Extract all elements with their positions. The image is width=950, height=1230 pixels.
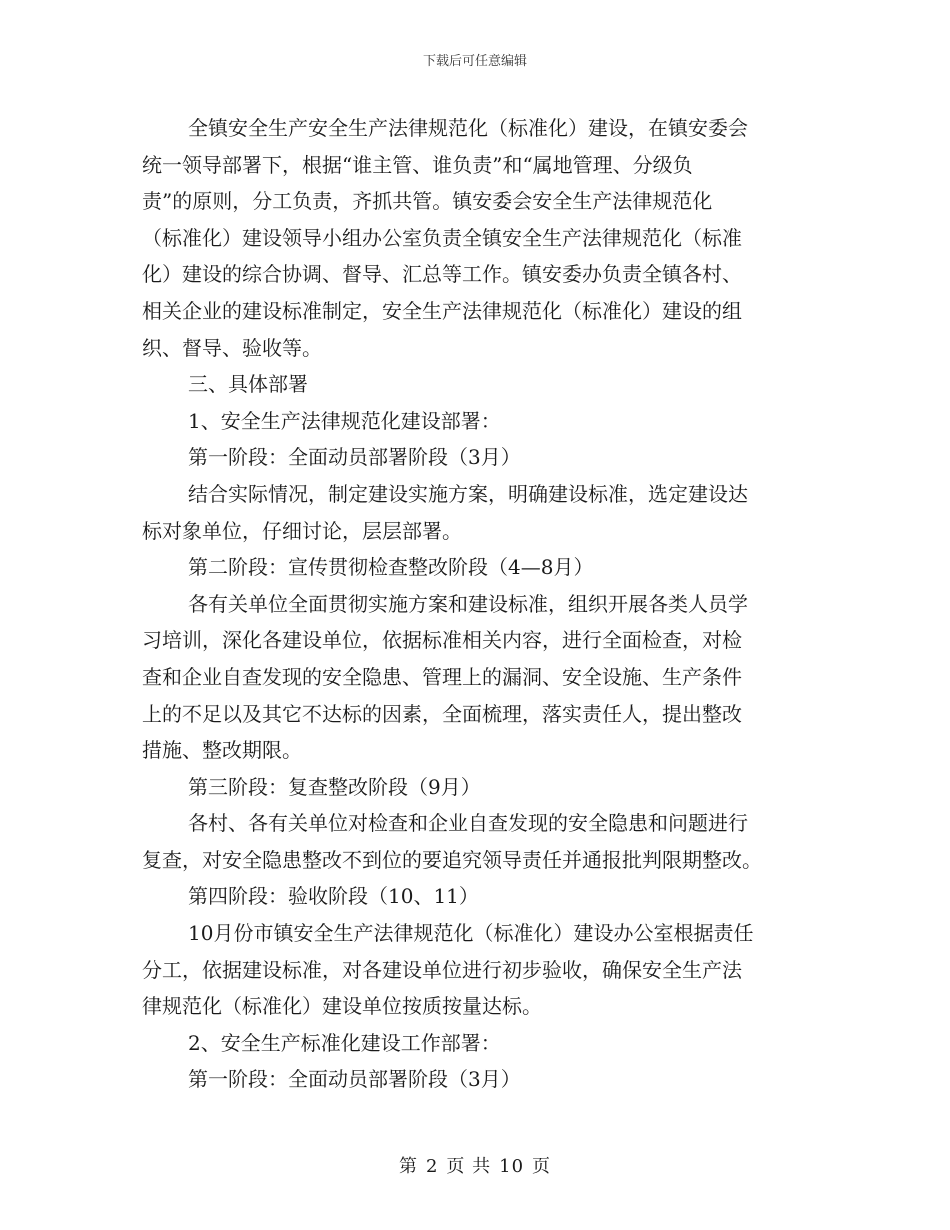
text-line: 上的不足以及其它不达标的因素，全面梳理，落实责任人，提出整改 (142, 701, 742, 726)
text-line: 相关企业的建设标准制定，安全生产法律规范化（标准化）建设的组 (142, 298, 742, 323)
text-line: 习培训，深化各建设单位，依据标准相关内容，进行全面检查，对检 (142, 628, 742, 653)
footer-suffix: 页 (532, 1156, 552, 1177)
page-footer (0, 1152, 950, 1178)
footer-page-number: 2 (425, 1156, 439, 1177)
text-line: 第三阶段：复查整改阶段（9月） (188, 774, 481, 799)
text-line: 各有关单位全面贯彻实施方案和建设标准，组织开展各类人员学 (188, 591, 748, 616)
text-line: 标对象单位，仔细讨论，层层部署。 (142, 518, 462, 543)
text-line: 分工，依据建设标准，对各建设单位进行初步验收，确保安全生产法 (142, 957, 742, 982)
text-line: 查和企业自查发现的安全隐患、管理上的漏洞、安全设施、生产条件 (142, 664, 742, 689)
text-line: 化）建设的综合协调、督导、汇总等工作。镇安委办负责全镇各村、 (142, 262, 742, 287)
text-line: 织、督导、验收等。 (142, 335, 322, 360)
footer-middle: 页 共 (446, 1156, 492, 1177)
text-line: 10月份市镇安全生产法律规范化（标准化）建设办公室根据责任 (188, 921, 754, 946)
text-line: 第二阶段：宣传贯彻检查整改阶段（4—8月） (188, 555, 594, 580)
footer-prefix: 第 (398, 1156, 418, 1177)
text-line: 结合实际情况，制定建设实施方案，明确建设标准，选定建设达 (188, 481, 748, 506)
document-body (142, 110, 810, 1098)
text-line: 第一阶段：全面动员部署阶段（3月） (188, 445, 521, 470)
page-header: 下载后可任意编辑 (422, 54, 527, 69)
text-line: 责”的原则，分工负责，齐抓共管。镇安委会安全生产法律规范化 (142, 189, 713, 214)
text-line: 第四阶段：验收阶段（10、11） (188, 884, 479, 909)
text-line: 律规范化（标准化）建设单位按质按量达标。 (142, 994, 542, 1019)
text-line: 三、具体部署 (188, 372, 308, 397)
text-line: 措施、整改期限。 (142, 738, 302, 763)
text-line: 第一阶段：全面动员部署阶段（3月） (188, 1067, 521, 1092)
text-line: 1、安全生产法律规范化建设部署： (188, 408, 501, 433)
text-line: （标准化）建设领导小组办公室负责全镇安全生产法律规范化（标准 (142, 225, 742, 250)
text-line: 各村、各有关单位对检查和企业自查发现的安全隐患和问题进行 (188, 811, 748, 836)
text-line: 统一领导部署下，根据“谁主管、谁负责”和“属地管理、分级负 (142, 152, 693, 177)
text-line: 2、安全生产标准化建设工作部署： (188, 1030, 501, 1055)
footer-total-pages: 10 (499, 1156, 525, 1177)
text-line: 全镇安全生产安全生产法律规范化（标准化）建设，在镇安委会 (188, 116, 748, 140)
text-line: 复查，对安全隐患整改不到位的要追究领导责任并通报批判限期整改。 (142, 847, 762, 872)
